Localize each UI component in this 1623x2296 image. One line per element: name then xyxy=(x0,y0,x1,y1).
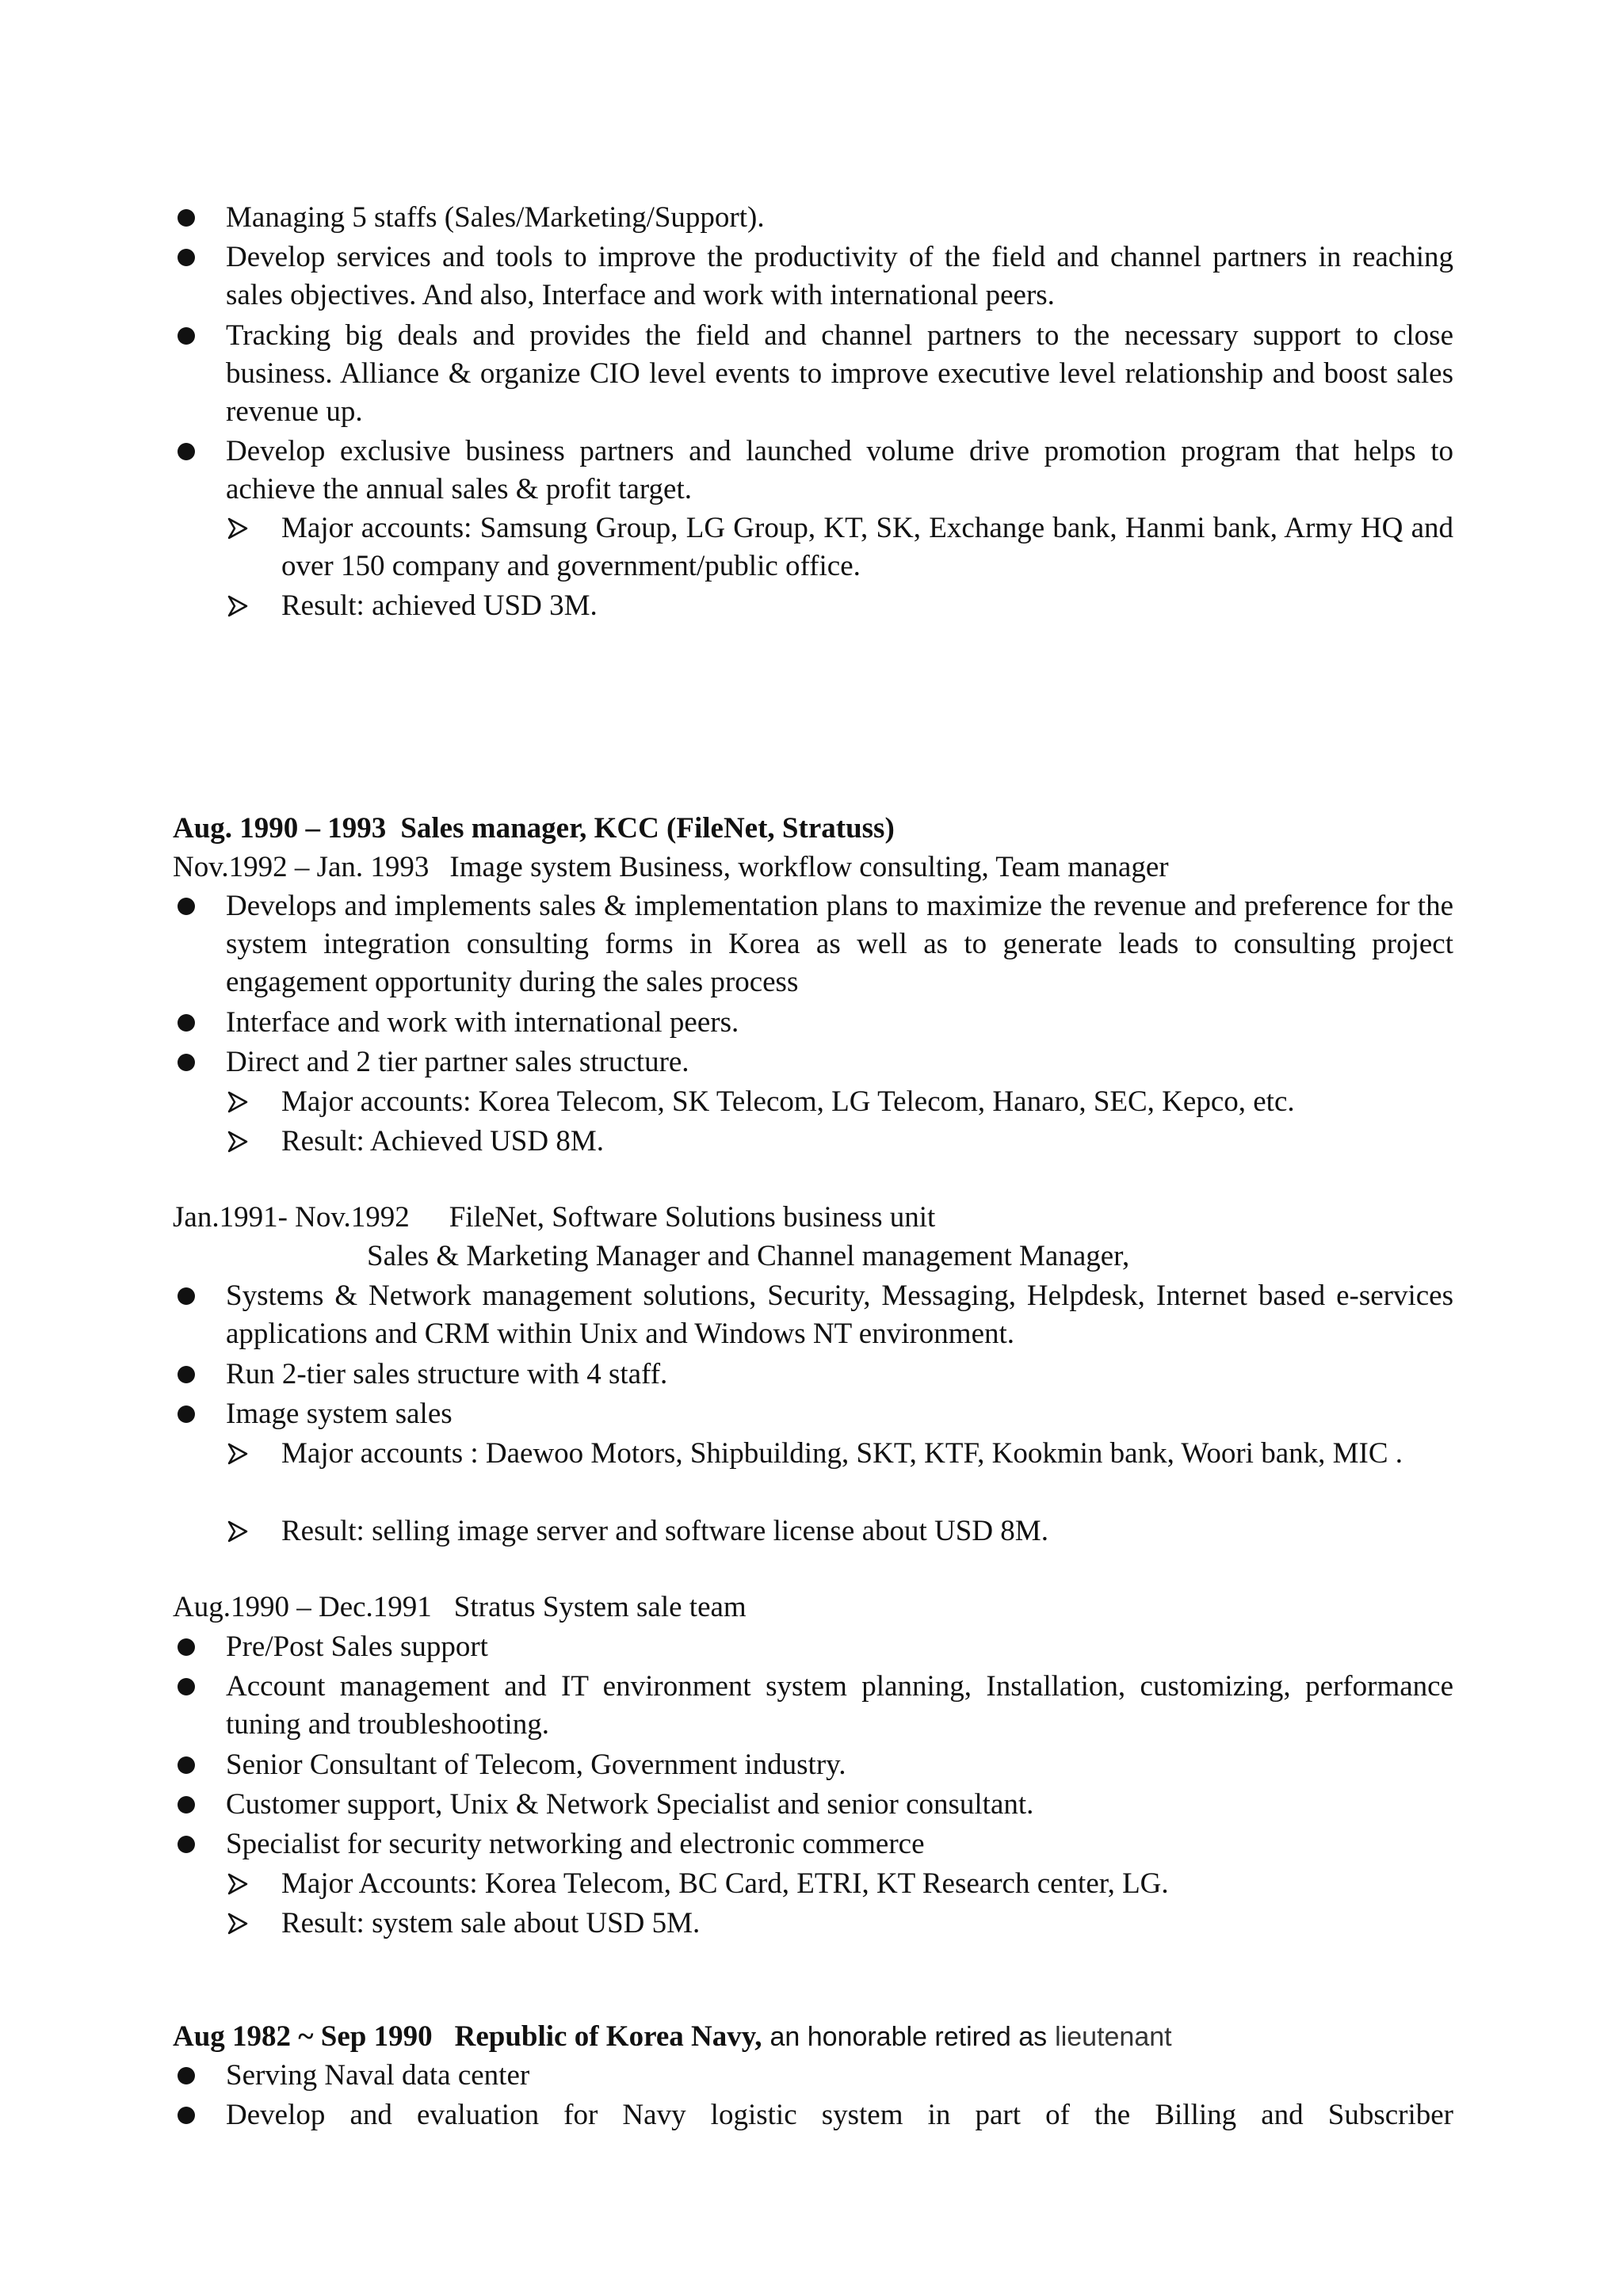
kcc-sub2-role: Sales & Marketing Manager and Channel management Manager, xyxy=(367,1240,1130,1272)
bullet-text: Develop and evaluation for Navy logistic system in part of the Billing and Subscriber xyxy=(226,2099,1453,2131)
bullet-icon xyxy=(178,1287,195,1305)
bullet-text: Managing 5 staffs (Sales/Marketing/Support). xyxy=(226,201,765,234)
navy-note: an honorable retired as xyxy=(769,2022,1048,2052)
bullet-text: Develop exclusive business partners and launched volume drive promotion program that helps to achieve the annual sales & profit target. xyxy=(226,435,1453,505)
kcc-sub3-period: Aug.1990 – Dec.1991 xyxy=(173,1591,432,1623)
kcc-sub1-header xyxy=(173,849,1169,887)
bullet-text: Pre/Post Sales support xyxy=(226,1630,488,1663)
sub-bullet-text: Result: system sale about USD 5M. xyxy=(281,1907,701,1939)
navy-org: Republic of Korea Navy, xyxy=(454,2020,762,2053)
bullet-icon xyxy=(178,1405,195,1423)
kcc-sub1-period: Nov.1992 – Jan. 1993 xyxy=(173,851,430,883)
bullet-icon xyxy=(178,209,195,227)
bullet-text: Account management and IT environment system planning, Installation, customizing, performance tuning and troubleshooting. xyxy=(226,1670,1453,1741)
arrow-bullet-icon xyxy=(226,1123,250,1161)
bullet-text: Systems & Network management solutions, Security, Messaging, Helpdesk, Internet based e-services applications and CRM within Unix and Windows NT environment. xyxy=(226,1280,1453,1350)
kcc-sub2-header xyxy=(173,1199,935,1237)
sub-bullet-text: Major Accounts: Korea Telecom, BC Card, ETRI, KT Research center, LG. xyxy=(281,1867,1169,1900)
bullet-icon xyxy=(178,1366,195,1383)
bullet-icon xyxy=(178,898,195,915)
bullet-text: Tracking big deals and provides the field and channel partners to the necessary support to close business. Alliance & organize CIO level events to improve executive level relationship and boost sales revenue up. xyxy=(226,319,1453,428)
sub-bullet-text: Major accounts: Samsung Group, LG Group, KT, SK, Exchange bank, Hanmi bank, Army HQ and over 150 company and government/public office. xyxy=(281,512,1453,582)
bullet-text: Develop services and tools to improve the productivity of the field and channel partners in reaching sales objectives. And also, Interface and work with international peers. xyxy=(226,241,1453,311)
bullet-text: Specialist for security networking and electronic commerce xyxy=(226,1828,925,1860)
sub-bullet-text: Major accounts: Korea Telecom, SK Telecom, LG Telecom, Hanaro, SEC, Kepco, etc. xyxy=(281,1085,1295,1118)
bullet-icon xyxy=(178,443,195,460)
bullet-icon xyxy=(178,2067,195,2084)
bullet-text: Senior Consultant of Telecom, Government industry. xyxy=(226,1749,846,1781)
navy-heading xyxy=(173,2018,1172,2056)
kcc-sub2-unit: FileNet, Software Solutions business unit xyxy=(449,1201,936,1234)
kcc-sub2-period: Jan.1991- Nov.1992 xyxy=(173,1201,410,1234)
bullet-text: Run 2-tier sales structure with 4 staff. xyxy=(226,1358,668,1390)
bullet-icon xyxy=(178,1014,195,1032)
kcc-sub3-role: Stratus System sale team xyxy=(453,1591,747,1623)
arrow-bullet-icon xyxy=(226,587,250,625)
bullet-icon xyxy=(178,1796,195,1814)
arrow-bullet-icon xyxy=(226,1905,250,1943)
arrow-bullet-icon xyxy=(226,1083,250,1121)
bullet-text: Image system sales xyxy=(226,1398,453,1430)
navy-rank: lieutenant xyxy=(1055,2022,1172,2052)
kcc-period: Aug. 1990 – 1993 xyxy=(173,812,387,845)
bullet-text: Customer support, Unix & Network Specialist and senior consultant. xyxy=(226,1788,1034,1821)
navy-period: Aug 1982 ~ Sep 1990 xyxy=(173,2020,433,2053)
kcc-sub3-header xyxy=(173,1589,747,1627)
kcc-title: Sales manager, KCC (FileNet, Stratuss) xyxy=(400,812,895,845)
sub-bullet-text: Result: selling image server and software license about USD 8M. xyxy=(281,1515,1048,1547)
bullet-icon xyxy=(178,1054,195,1071)
bullet-icon xyxy=(178,2107,195,2124)
kcc-sub1-role: Image system Business, workflow consulting, Team manager xyxy=(449,851,1169,883)
arrow-bullet-icon xyxy=(226,1435,250,1473)
bullet-icon xyxy=(178,1638,195,1656)
bullet-icon xyxy=(178,327,195,345)
bullet-icon xyxy=(178,249,195,266)
kcc-heading xyxy=(173,810,895,848)
arrow-bullet-icon xyxy=(226,1512,250,1550)
bullet-text: Develops and implements sales & implementation plans to maximize the revenue and preference for the system integration consulting forms in Korea as well as to generate leads to consulting project engagement opportunity during the sales process xyxy=(226,890,1453,998)
arrow-bullet-icon xyxy=(226,1865,250,1903)
bullet-icon xyxy=(178,1836,195,1853)
bullet-icon xyxy=(178,1678,195,1695)
sub-bullet-text: Result: Achieved USD 8M. xyxy=(281,1125,604,1158)
bullet-text: Direct and 2 tier partner sales structure. xyxy=(226,1046,689,1078)
sub-bullet-text: Result: achieved USD 3M. xyxy=(281,589,598,622)
arrow-bullet-icon xyxy=(226,509,250,547)
bullet-text: Serving Naval data center xyxy=(226,2059,530,2092)
bullet-icon xyxy=(178,1756,195,1774)
sub-bullet-text: Major accounts : Daewoo Motors, Shipbuilding, SKT, KTF, Kookmin bank, Woori bank, MIC . xyxy=(281,1437,1403,1470)
bullet-text: Interface and work with international peers. xyxy=(226,1006,739,1039)
